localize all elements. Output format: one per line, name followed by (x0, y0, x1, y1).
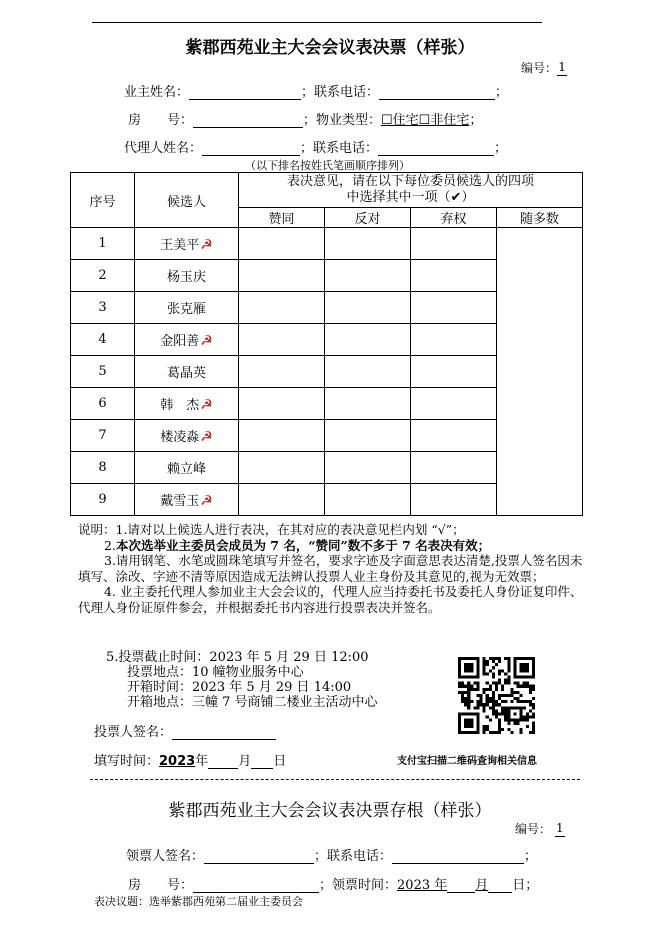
stub-number-value: 1 (556, 821, 564, 835)
candidate-name: 韩 杰 (160, 398, 200, 413)
proxy-info-row (124, 137, 507, 156)
fill-day-field[interactable] (251, 753, 273, 769)
stub-number-label: 编号： (515, 822, 552, 836)
candidate-seq: 3 (71, 292, 135, 324)
candidate-seq: 9 (71, 484, 135, 516)
stub-recipient-field[interactable] (204, 848, 314, 864)
note-5-deadline: 5.投票截止时间：2023 年 5 月 29 日 12:00 (106, 650, 369, 665)
note-3: 3.请用钢笔、水笔或圆珠笔填写并签名，要求字迹及字面意思表达清楚,投票人签名因未填写、涂改、字迹不清等原因造成无法辨认投票人业主身份及其意见的,视为无效票； (78, 553, 583, 584)
candidate-name-cell (135, 452, 239, 484)
note-4: 4. 业主委托代理人参加业主大会会议的，代理人应当持委托书及委托人身份证复印件、代理人身份证原件参会，并根据委托书内容进行投票表决并签名。 (78, 584, 583, 615)
vote-cell-abstain[interactable] (411, 388, 497, 420)
vote-cell-oppose[interactable] (325, 228, 411, 260)
option-agree-header: 赞同 (239, 208, 325, 228)
stub-room-field[interactable] (193, 877, 319, 893)
vote-cell-agree[interactable] (239, 260, 325, 292)
hammer-sickle-icon: ☭ (200, 397, 213, 413)
vote-cell-abstain[interactable] (411, 260, 497, 292)
owner-name-label: 业主姓名： (124, 85, 190, 100)
vote-cell-abstain[interactable] (411, 228, 497, 260)
owner-info-row (124, 81, 508, 100)
proxy-name-label: 代理人姓名： (124, 141, 203, 156)
stub-room-label: 房 号： (128, 878, 194, 893)
stub-recipient-row (126, 845, 537, 864)
candidate-name: 戴雪玉 (160, 494, 200, 509)
vote-cell-oppose[interactable] (325, 356, 411, 388)
fill-year: 2023 (159, 754, 196, 769)
candidate-seq: 6 (71, 388, 135, 420)
candidate-seq: 4 (71, 324, 135, 356)
cut-line (90, 779, 580, 780)
fill-month-field[interactable] (208, 753, 238, 769)
candidate-name-cell (135, 484, 239, 516)
candidate-name-cell (135, 388, 239, 420)
vote-cell-oppose[interactable] (325, 388, 411, 420)
hammer-sickle-icon: ☭ (200, 237, 213, 253)
note-5-open-time: 开箱时间：2023 年 5 月 29 日 14:00 (127, 680, 352, 695)
candidate-name-cell (135, 324, 239, 356)
line-end: ； (495, 85, 509, 100)
ballot-number-value: 1 (558, 60, 566, 74)
stub-phone-label: ；联系电话： (314, 849, 393, 864)
stub-topic: 表决议题：选举紫郡西苑第二届业主委员会 (94, 895, 303, 908)
property-type-options[interactable]: ☐住宅☐非住宅 (381, 113, 470, 128)
vote-cell-agree[interactable] (239, 388, 325, 420)
candidate-name: 楼凌淼 (160, 430, 200, 445)
note-2 (78, 538, 586, 554)
note-5-open-location: 开箱地点：三幢 7 号商铺二楼业主活动中心 (127, 695, 378, 710)
proxy-phone-field[interactable] (378, 140, 494, 156)
candidate-name: 王美平 (160, 238, 200, 253)
stub-room-row (128, 874, 538, 893)
candidate-name: 赖立峰 (166, 462, 206, 477)
room-label: 房 号： (128, 113, 194, 128)
seq-header: 序号 (71, 173, 135, 228)
vote-cell-agree[interactable] (239, 228, 325, 260)
qr-code-icon[interactable] (458, 657, 535, 734)
stub-month-char: 月 (475, 878, 489, 893)
candidate-name-cell (135, 260, 239, 292)
vote-cell-agree[interactable] (239, 452, 325, 484)
candidate-name-cell (135, 228, 239, 260)
qr-caption: 支付宝扫描二维码查询相关信息 (397, 756, 537, 767)
vote-cell-abstain[interactable] (411, 484, 497, 516)
year-char: 年 (195, 754, 209, 769)
instructions (78, 522, 586, 615)
candidate-name-cell (135, 356, 239, 388)
candidate-name: 葛晶英 (166, 366, 206, 381)
fill-time-label: 填写时间： (94, 754, 160, 769)
candidate-seq: 5 (71, 356, 135, 388)
page-title: 紫郡西苑业主大会会议表决票（样张） (185, 38, 475, 58)
ballot-table (70, 172, 583, 516)
owner-name-field[interactable] (189, 84, 301, 100)
vote-cell-oppose[interactable] (325, 324, 411, 356)
ballot-number-label: 编号： (521, 61, 558, 75)
vote-cell-agree[interactable] (239, 484, 325, 516)
note-2-bold: 本次选举业主委员会成员为 7 名，“赞同”数不多于 7 名表决有效； (115, 537, 491, 553)
option-abstain-header: 弃权 (411, 208, 497, 228)
opinion-header-line1: 表决意见，请在以下每位委员候选人的四项 (286, 174, 534, 189)
line-end: ； (494, 141, 508, 156)
vote-cell-abstain[interactable] (411, 420, 497, 452)
contact-phone-field[interactable] (379, 84, 495, 100)
vote-cell-follow-majority[interactable] (497, 228, 583, 516)
stub-number (515, 820, 565, 837)
proxy-name-field[interactable] (202, 140, 300, 156)
opinion-header (239, 173, 583, 208)
stub-recipient-label: 领票人签名： (126, 849, 205, 864)
vote-cell-oppose[interactable] (325, 292, 411, 324)
vote-cell-abstain[interactable] (411, 292, 497, 324)
stub-title: 紫郡西苑业主大会会议表决票存根（样张） (168, 801, 492, 821)
candidate-name-cell (135, 292, 239, 324)
room-info-row (128, 109, 482, 128)
room-field[interactable] (193, 112, 303, 128)
hammer-sickle-icon: ☭ (200, 493, 213, 509)
option-follow-majority-header: 随多数 (497, 208, 583, 228)
property-type-label: ；物业类型： (303, 113, 382, 128)
vote-cell-oppose[interactable] (325, 420, 411, 452)
candidate-header: 候选人 (135, 173, 239, 228)
option-oppose-header: 反对 (325, 208, 411, 228)
vote-cell-agree[interactable] (239, 324, 325, 356)
hammer-sickle-icon: ☭ (200, 429, 213, 445)
stub-receive-year: 2023 年 (397, 878, 448, 893)
voter-signature-field[interactable] (172, 724, 276, 740)
proxy-phone-label: ；联系电话： (300, 141, 379, 156)
note-5-vote-location: 投票地点：10 幢物业服务中心 (127, 665, 304, 680)
stub-phone-field[interactable] (392, 848, 524, 864)
contact-phone-label: ；联系电话： (301, 85, 380, 100)
hammer-sickle-icon: ☭ (200, 333, 213, 349)
ballot-number (521, 59, 567, 76)
candidate-name: 杨玉庆 (166, 270, 206, 285)
candidate-seq: 8 (71, 452, 135, 484)
vote-cell-agree[interactable] (239, 292, 325, 324)
candidate-name: 张克雁 (166, 302, 206, 317)
line-end: ； (469, 113, 483, 128)
vote-cell-oppose[interactable] (325, 484, 411, 516)
top-rule (92, 22, 542, 23)
note-1: 说明：1.请对以上候选人进行表决，在其对应的表决意见栏内划 “√”； (78, 522, 465, 537)
candidate-row (71, 228, 583, 260)
stub-month-blank[interactable] (447, 877, 475, 893)
opinion-header-end: ） (461, 190, 475, 205)
sort-note: （以下排名按姓氏笔画顺序排列） (245, 159, 410, 172)
day-char: 日 (273, 754, 287, 769)
candidate-name-cell (135, 420, 239, 452)
note-2-prefix: 2. (104, 537, 116, 553)
candidate-seq: 2 (71, 260, 135, 292)
opinion-header-line2: 中选择其中一项（ (346, 190, 451, 205)
vote-cell-oppose[interactable] (325, 452, 411, 484)
candidate-seq: 7 (71, 420, 135, 452)
month-char: 月 (238, 754, 252, 769)
checkmark-icon: ✔ (450, 190, 462, 205)
stub-day-blank[interactable] (488, 877, 512, 893)
vote-cell-agree[interactable] (239, 420, 325, 452)
vote-cell-abstain[interactable] (411, 452, 497, 484)
candidate-name: 金阳善 (160, 334, 200, 349)
vote-cell-abstain[interactable] (411, 324, 497, 356)
stub-receive-time-label: ；领票时间： (319, 878, 398, 893)
stub-day-char: 日； (512, 878, 539, 893)
vote-cell-oppose[interactable] (325, 260, 411, 292)
voter-signature-label: 投票人签名： (94, 725, 173, 740)
voter-signature-row (94, 721, 276, 740)
candidate-seq: 1 (71, 228, 135, 260)
vote-cell-abstain[interactable] (411, 356, 497, 388)
vote-cell-agree[interactable] (239, 356, 325, 388)
line-end: ； (524, 849, 538, 864)
note-5 (106, 650, 378, 710)
fill-time-row (94, 750, 286, 769)
